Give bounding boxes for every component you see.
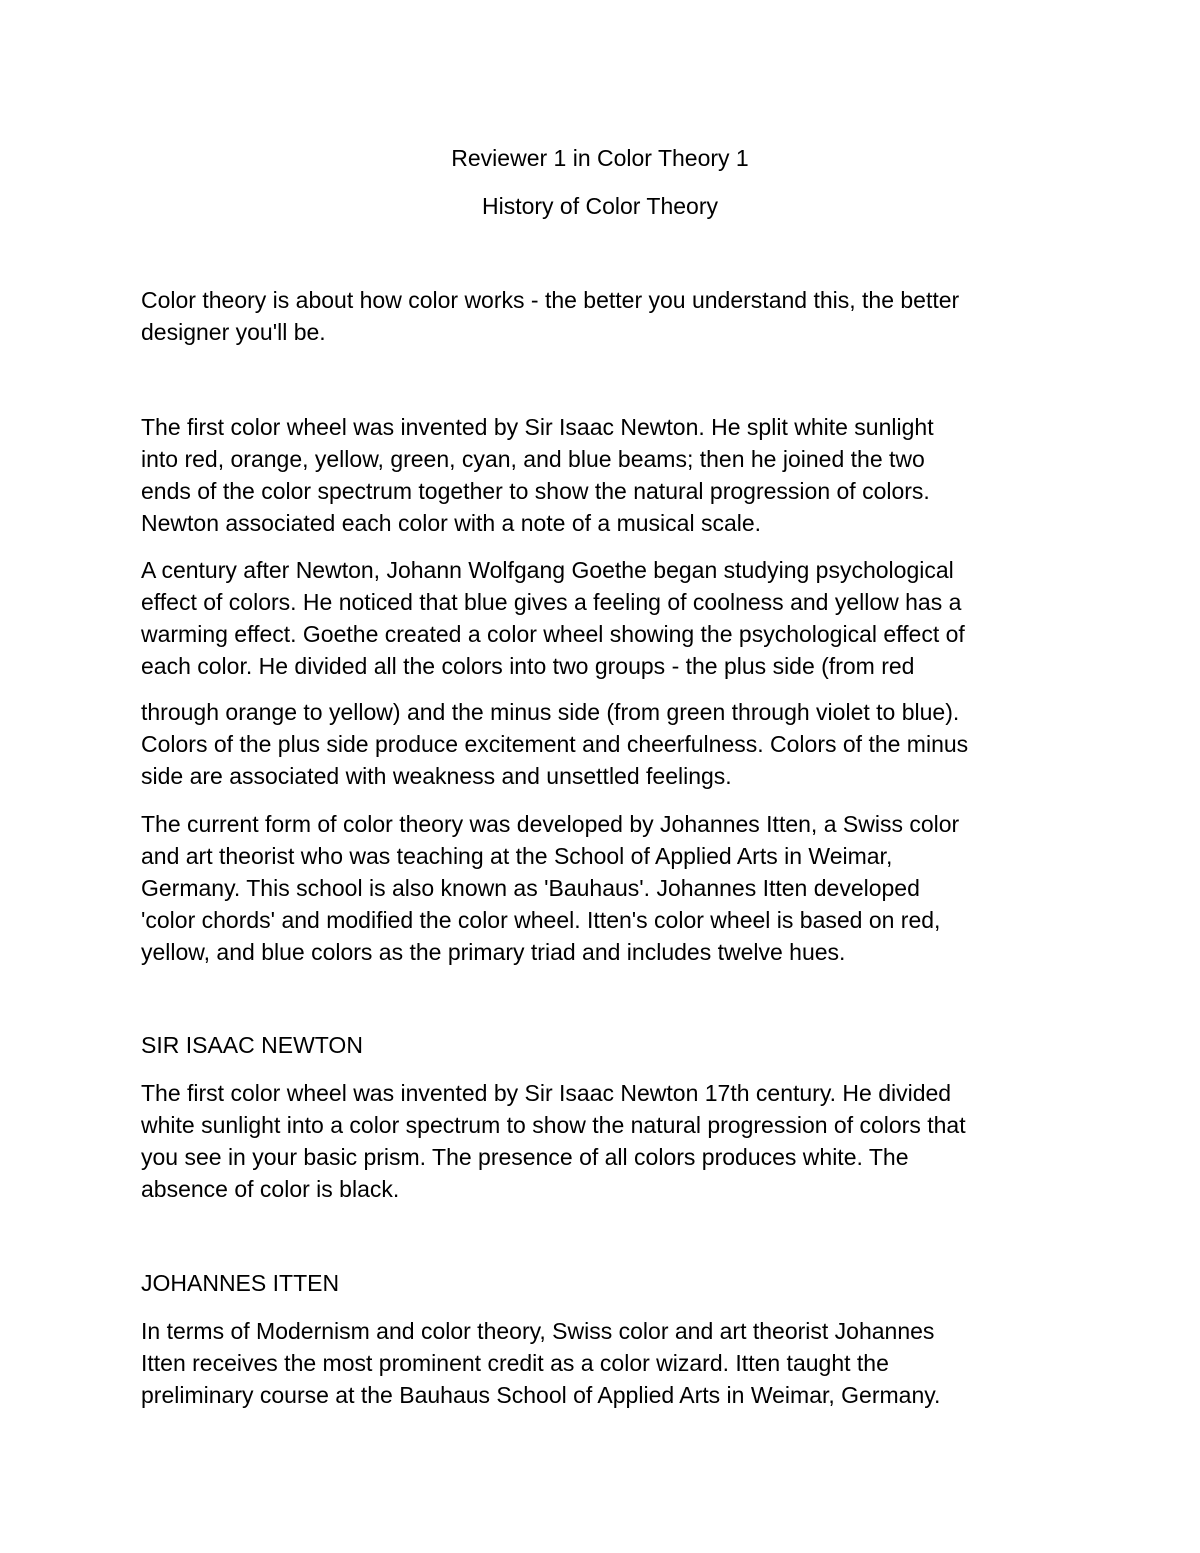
paragraph-line: each color. He divided all the colors into two groups - the plus side (from red [141,653,915,679]
paragraph-line: Germany. This school is also known as 'Bauhaus'. Johannes Itten developed [141,875,920,901]
paragraph-line: effect of colors. He noticed that blue gives a feeling of coolness and yellow has a [141,589,962,615]
paragraph-line: and art theorist who was teaching at the School of Applied Arts in Weimar, [141,843,893,869]
paragraph-line: yellow, and blue colors as the primary triad and includes twelve hues. [141,939,846,965]
itten-paragraph [141,808,1081,968]
goethe-paragraph-continued [141,696,1081,792]
paragraph-line: The current form of color theory was developed by Johannes Itten, a Swiss color [141,811,960,837]
section-heading-newton: SIR ISAAC NEWTON [141,1032,363,1058]
document-subtitle: History of Color Theory [481,193,719,219]
paragraph-line: The first color wheel was invented by Sir Isaac Newton 17th century. He divided [141,1080,952,1106]
paragraph-line: white sunlight into a color spectrum to show the natural progression of colors that [141,1112,966,1138]
document-title: Reviewer 1 in Color Theory 1 [451,145,749,171]
paragraph-line: In terms of Modernism and color theory, Swiss color and art theorist Johannes [141,1318,935,1344]
paragraph-line: The first color wheel was invented by Sir Isaac Newton. He split white sunlight [141,414,934,440]
newton-wheel-paragraph [141,411,1081,539]
paragraph-line: preliminary course at the Bauhaus School of Applied Arts in Weimar, Germany. [141,1382,941,1408]
paragraph-line: A century after Newton, Johann Wolfgang Goethe began studying psychological [141,557,954,583]
paragraph-line: ends of the color spectrum together to show the natural progression of colors. [141,478,930,504]
newton-section-paragraph [141,1077,1081,1205]
paragraph-line: you see in your basic prism. The presence of all colors produces white. The [141,1144,909,1170]
paragraph-line: Itten receives the most prominent credit as a color wizard. Itten taught the [141,1350,889,1376]
intro-line: designer you'll be. [141,319,326,345]
paragraph-line: Colors of the plus side produce excitement and cheerfulness. Colors of the minus [141,731,969,757]
intro-line: Color theory is about how color works - the better you understand this, the better [141,287,960,313]
goethe-paragraph [141,554,1081,682]
paragraph-line: Newton associated each color with a note of a musical scale. [141,510,762,536]
section-heading-itten: JOHANNES ITTEN [141,1270,340,1296]
intro-paragraph [141,284,1081,348]
paragraph-line: absence of color is black. [141,1176,400,1202]
paragraph-line: through orange to yellow) and the minus side (from green through violet to blue). [141,699,960,725]
paragraph-line: side are associated with weakness and unsettled feelings. [141,763,732,789]
itten-section-paragraph [141,1315,1081,1411]
paragraph-line: into red, orange, yellow, green, cyan, and blue beams; then he joined the two [141,446,925,472]
paragraph-line: 'color chords' and modified the color wheel. Itten's color wheel is based on red, [141,907,941,933]
paragraph-line: warming effect. Goethe created a color wheel showing the psychological effect of [141,621,965,647]
